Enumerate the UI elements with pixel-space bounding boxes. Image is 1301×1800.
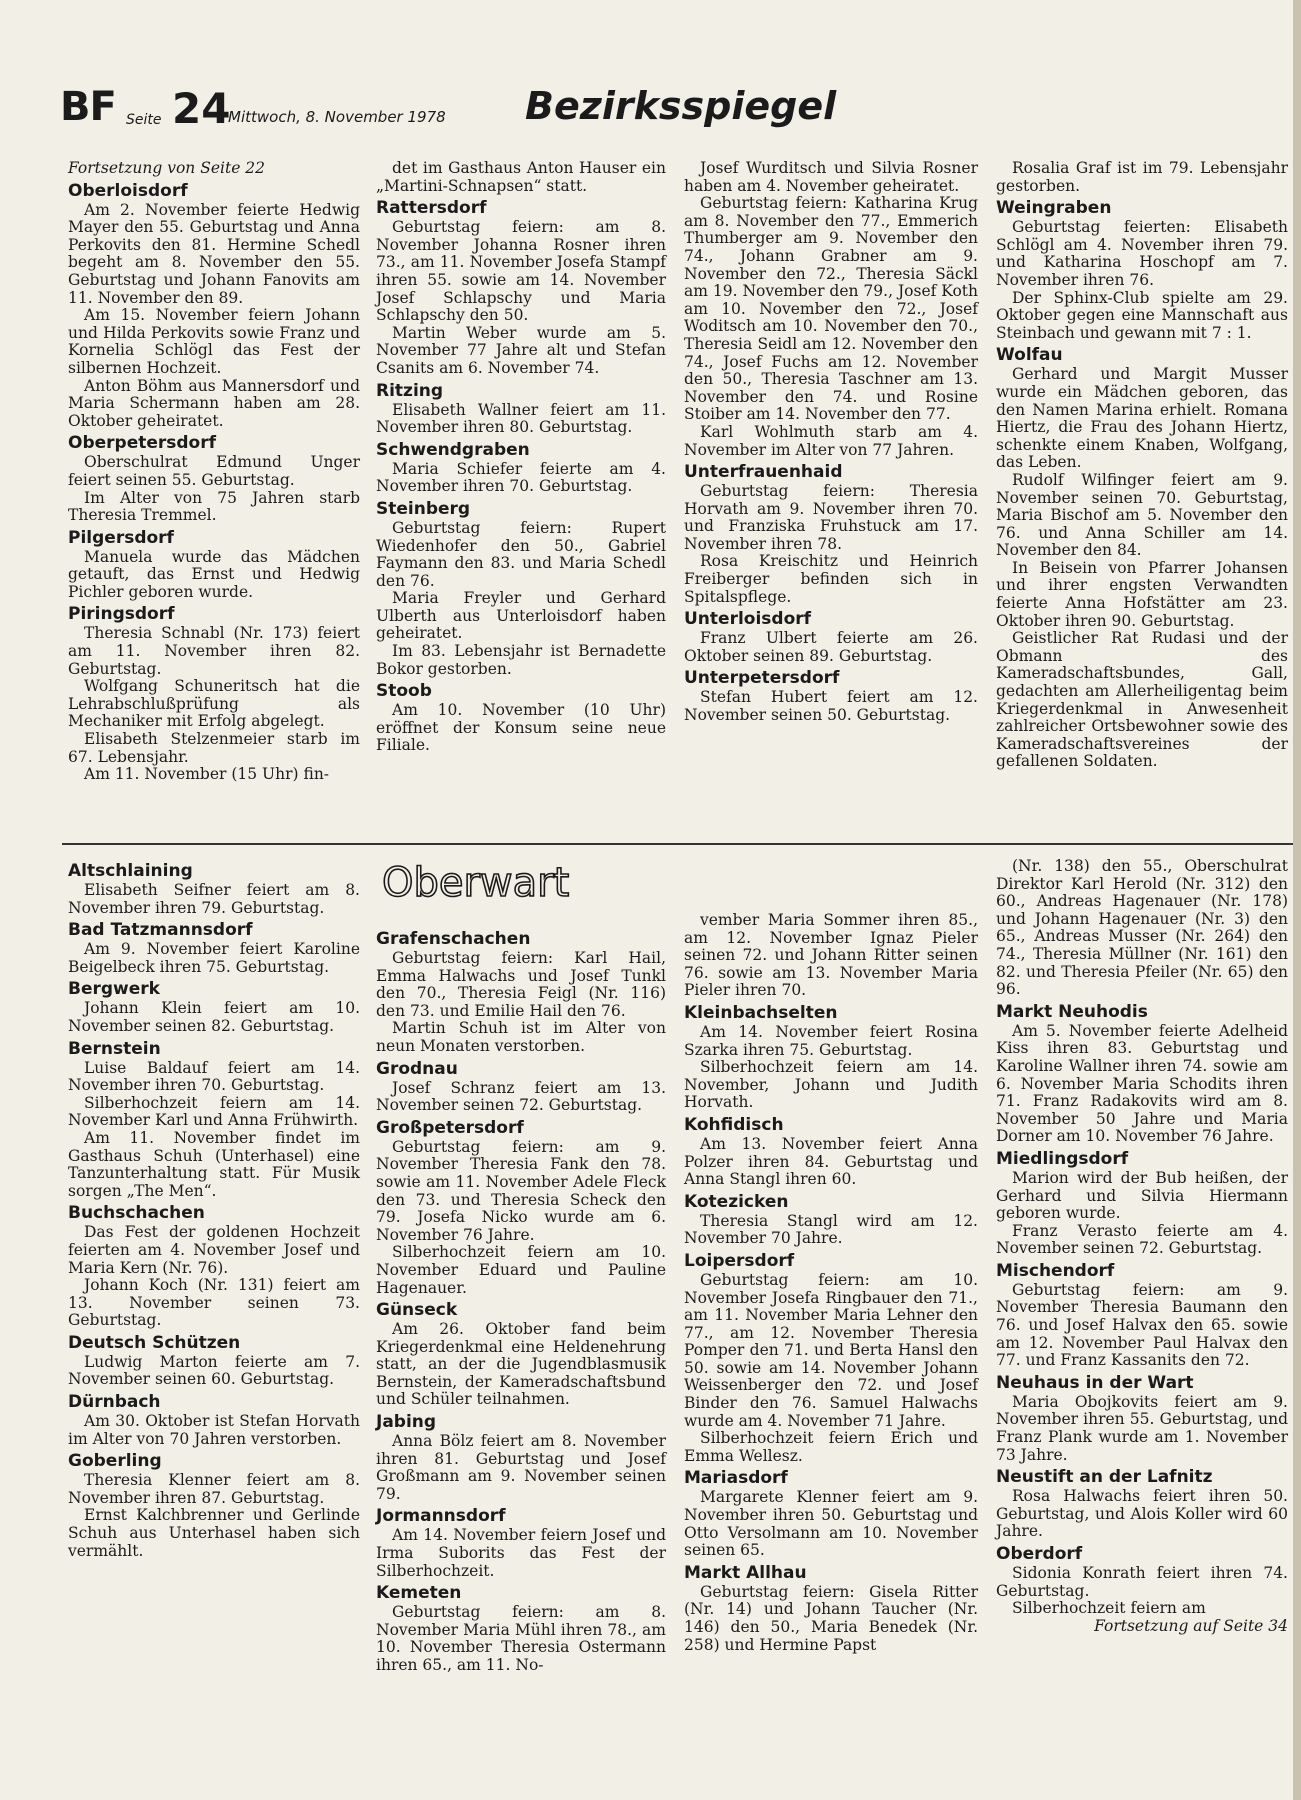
- place-heading: Günseck: [376, 1300, 458, 1321]
- place-heading: Miedlingsdorf: [996, 1148, 1129, 1169]
- news-item: Rosalia Graf ist im 79. Lebensjahr gestorben.: [996, 159, 1288, 195]
- place-heading: Kotezicken: [684, 1191, 789, 1212]
- place-heading: Steinberg: [376, 498, 471, 519]
- place-heading: Kleinbachselten: [684, 1002, 838, 1023]
- column-3: [684, 160, 978, 725]
- place-heading: Schwendgraben: [376, 439, 530, 460]
- news-item: Ernst Kalchbrenner und Gerlinde Schuh aus Unterhasel haben sich vermählt.: [68, 1506, 360, 1560]
- news-item: Margarete Klenner feiert am 9. November ihren 50. Geburtstag und Otto Versolmann am 10. November seinen 65.: [684, 1488, 978, 1560]
- news-item: Elisabeth Wallner feiert am 11. November ihren 80. Geburtstag.: [376, 400, 666, 437]
- news-item: Geburtstag feiern: am 10. November Josefa Ringbauer den 71., am 11. November Maria Lehner den 77., am 12. November Theresia Pomper den 71. und Berta Hansl den 50. sowie am 14. November Johann Weissenberger den 72. und Josef Binder den 76. Samuel Halwachs wurde am 4. November 71 Jahre.: [684, 1270, 978, 1430]
- news-item: det im Gasthaus Anton Hauser ein „Martini-Schnapsen“ statt.: [376, 159, 666, 195]
- news-item: Silberhochzeit feiern am 14. November, Johann und Judith Horvath.: [684, 1058, 978, 1112]
- news-item: Maria Obojkovits feiert am 9. November ihren 55. Geburtstag, und Franz Plank wurde am 1. November 73 Jahre.: [996, 1392, 1288, 1464]
- news-item: Silberhochzeit feiern am 14. November Karl und Anna Frühwirth.: [68, 1093, 360, 1130]
- news-item: Rudolf Wilfinger feiert am 9. November seinen 70. Geburtstag, Maria Bischof am 5. November den 76. und Anna Schiller am 14. November den 84.: [996, 470, 1288, 560]
- column-5: [68, 858, 360, 1560]
- news-item: Im Alter von 75 Jahren starb Theresia Tremmel.: [68, 488, 360, 525]
- news-item: vember Maria Sommer ihren 85., am 12. November Ignaz Pieler seinen 72. und Johann Ritter seinen 76. sowie am 13. November Maria Pieler ihren 70.: [684, 911, 978, 1000]
- place-heading: Loipersdorf: [684, 1250, 795, 1271]
- news-item: Franz Ulbert feierte am 26. Oktober seinen 89. Geburtstag.: [684, 629, 978, 665]
- news-item: Geburtstag feiern: am 9. November Theresia Fank den 78. sowie am 11. November Adele Fleck den 73. und Theresia Scheck den 79. Josefa Nicko wurde am 6. November 76 Jahre.: [376, 1137, 666, 1244]
- place-heading: Bad Tatzmannsdorf: [68, 920, 253, 941]
- news-item: Martin Schuh ist im Alter von neun Monaten verstorben.: [376, 1019, 666, 1055]
- news-item: Martin Weber wurde am 5. November 77 Jahre alt und Stefan Csanits am 6. November 74.: [376, 323, 666, 377]
- page-label: Seite: [126, 112, 162, 128]
- place-heading: Stoob: [376, 681, 432, 702]
- page-edge-shadow: [1293, 0, 1301, 1800]
- place-heading: Piringsdorf: [68, 604, 175, 625]
- news-item: Geburtstag feiern: am 9. November Theresia Baumann den 76. und Josef Halvax den 65. sowie am 12. November Paul Halvax den 77. und Franz Kassanits den 72.: [996, 1280, 1288, 1370]
- news-item: Am 9. November feiert Karoline Beigelbeck ihren 75. Geburtstag.: [68, 940, 360, 976]
- news-item: Marion wird der Bub heißen, der Gerhard und Silvia Hiermann geboren wurde.: [996, 1168, 1288, 1223]
- place-heading: Neuhaus in der Wart: [996, 1372, 1194, 1393]
- section-title: Bezirksspiegel: [525, 84, 837, 128]
- place-heading: Dürnbach: [68, 1392, 161, 1413]
- news-item: Elisabeth Stelzenmeier starb im 67. Lebensjahr.: [68, 730, 360, 766]
- news-item: Am 30. Oktober ist Stefan Horvath im Alter von 70 Jahren verstorben.: [68, 1412, 360, 1448]
- news-item: Geistlicher Rat Rudasi und der Obmann des Kameradschaftsbundes, Gall, gedachten am Allerheiligentag beim Kriegerdenkmal in Anwesenheit zahlreicher Ortsbewohner sowie des Kameradschaftsvereines der gefallenen Soldaten.: [996, 629, 1288, 771]
- news-item: Geburtstag feiern: Katharina Krug am 8. November den 77., Emmerich Thumberger am 9. November den 74., Johann Grabner am 9. November den 72., Theresia Säckl am 19. November den 79., Josef Koth am 10. November den 72., Josef Woditsch am 10. November den 70., Theresia Seidl am 12. November den 74., Josef Fuchs am 12. November den 50., Theresia Taschner am 13. November den 74. und Rosine Stoiber am 14. November den 77.: [684, 194, 978, 424]
- column-1: [68, 160, 360, 784]
- continued-on: Fortsetzung auf Seite 34: [1094, 1616, 1288, 1635]
- place-heading: Großpetersdorf: [376, 1117, 524, 1138]
- news-item: Am 5. November feierte Adelheid Kiss ihren 83. Geburtstag und Karoline Wallner ihren 74. sowie am 6. November Maria Schodits ihren 71. Franz Radakovits wird am 8. November 50 Jahre und Maria Dorner am 10. November 76 Jahre.: [996, 1021, 1288, 1146]
- place-heading: Pilgersdorf: [68, 527, 174, 548]
- news-item: Sidonia Konrath feiert ihren 74. Geburtstag.: [996, 1564, 1288, 1600]
- news-item: Das Fest der goldenen Hochzeit feierten am 4. November Josef und Maria Kern (Nr. 76).: [68, 1223, 360, 1277]
- place-heading: Markt Neuhodis: [996, 1001, 1148, 1022]
- place-heading: Rattersdorf: [376, 198, 487, 219]
- place-heading: Buchschachen: [68, 1203, 205, 1224]
- news-item: Rosa Kreischitz und Heinrich Freiberger befinden sich in Spitalspflege.: [684, 552, 978, 606]
- news-item: Geburtstag feiern: am 8. November Johanna Rosner ihren 73., am 11. November Josefa Stampf ihren 55. sowie am 14. November Josef Schlapschy und Maria Schlapschy den 50.: [376, 218, 666, 325]
- news-item: Geburtstag feiern: Rupert Wiedenhofer den 50., Gabriel Faymann den 83. und Maria Schedl den 76.: [376, 518, 666, 590]
- news-item: Josef Wurditsch und Silvia Rosner haben am 4. November geheiratet.: [684, 159, 978, 195]
- news-item: Am 11. November findet im Gasthaus Schuh (Unterhasel) eine Tanzunterhaltung statt. Für Musik sorgen „The Men“.: [68, 1128, 360, 1200]
- place-heading: Unterloisdorf: [684, 609, 812, 630]
- news-item: Geburtstag feiern: Theresia Horvath am 9. November ihren 70. und Franziska Fruhstuck am 17. November ihren 78.: [684, 482, 978, 553]
- place-heading: Oberloisdorf: [68, 180, 188, 201]
- place-heading: Ritzing: [376, 380, 444, 401]
- district-banner: Oberwart: [382, 860, 570, 906]
- place-heading: Grodnau: [376, 1058, 458, 1079]
- place-heading: Kemeten: [376, 1583, 462, 1604]
- place-heading: Unterpetersdorf: [684, 668, 840, 689]
- news-item: Anton Böhm aus Mannersdorf und Maria Schermann haben am 28. Oktober geheiratet.: [68, 376, 360, 430]
- news-item: Theresia Schnabl (Nr. 173) feiert am 11. November ihren 82. Geburtstag.: [68, 624, 360, 678]
- column-2: [376, 160, 666, 755]
- news-item: Am 13. November feiert Anna Polzer ihren 84. Geburtstag und Anna Stangl ihren 60.: [684, 1134, 978, 1189]
- place-heading: Grafenschachen: [376, 929, 531, 949]
- column-7: [684, 912, 978, 1654]
- news-item: Silberhochzeit feiern am: [1012, 1599, 1206, 1618]
- news-item: Am 11. November (15 Uhr) fin-: [84, 765, 330, 784]
- news-item: Am 14. November feiert Rosina Szarka ihren 75. Geburtstag.: [684, 1022, 978, 1059]
- news-item: Johann Koch (Nr. 131) feiert am 13. November seinen 73. Geburtstag.: [68, 1276, 360, 1330]
- place-heading: Jabing: [376, 1412, 437, 1433]
- place-heading: Bernstein: [68, 1038, 161, 1059]
- news-item: Oberschulrat Edmund Unger feiert seinen 55. Geburtstag.: [68, 453, 360, 489]
- place-heading: Weingraben: [996, 198, 1112, 219]
- news-item: Geburtstag feiern: Gisela Ritter (Nr. 14) und Johann Taucher (Nr. 146) den 50., Maria Benedek (Nr. 258) und Hermine Papst: [684, 1582, 978, 1654]
- masthead-logo: BF: [60, 84, 116, 130]
- news-item: Im 83. Lebensjahr ist Bernadette Bokor gestorben.: [376, 642, 666, 678]
- column-8: [996, 858, 1288, 1635]
- news-item: Rosa Halwachs feiert ihren 50. Geburtstag, und Alois Koller wird 60 Jahre.: [996, 1487, 1288, 1541]
- news-item: Silberhochzeit feiern Erich und Emma Wellesz.: [684, 1429, 978, 1465]
- news-item: Elisabeth Seifner feiert am 8. November ihren 79. Geburtstag.: [68, 881, 360, 917]
- page-number: 24: [172, 84, 231, 133]
- place-heading: Mischendorf: [996, 1260, 1115, 1281]
- news-item: Theresia Klenner feiert am 8. November ihren 87. Geburtstag.: [68, 1471, 360, 1507]
- news-item: Geburtstag feiern: Karl Hail, Emma Halwachs und Josef Tunkl den 70., Theresia Feigl (Nr. 116) den 73. und Emilie Hail den 76.: [376, 949, 666, 1020]
- section-divider: [62, 843, 1294, 845]
- continued-from: Fortsetzung von Seite 22: [68, 159, 266, 177]
- news-item: Wolfgang Schuneritsch hat die Lehrabschlußprüfung als Mechaniker mit Erfolg abgelegt.: [68, 677, 360, 731]
- news-item: Gerhard und Margit Musser wurde ein Mädchen geboren, das den Namen Marina erhielt. Romana Hiertz, die Frau des Johann Hiertz, schenkte einem Knaben, Wolfgang, das Leben.: [996, 365, 1288, 472]
- news-item: Ludwig Marton feierte am 7. November seinen 60. Geburtstag.: [68, 1352, 360, 1389]
- place-heading: Oberdorf: [996, 1544, 1083, 1564]
- place-heading: Neustift an der Lafnitz: [996, 1467, 1213, 1488]
- news-item: In Beisein von Pfarrer Johansen und ihrer engsten Verwandten feierte Anna Hofstätter am 23. Oktober ihren 90. Geburtstag.: [996, 558, 1288, 630]
- place-heading: Bergwerk: [68, 979, 160, 1000]
- masthead: [60, 82, 1220, 142]
- news-item: Anna Bölz feiert am 8. November ihren 81. Geburtstag und Josef Großmann am 9. November seinen 79.: [376, 1432, 666, 1503]
- news-item: Stefan Hubert feiert am 12. November seinen 50. Geburtstag.: [684, 688, 978, 725]
- news-item: Maria Freyler und Gerhard Ulberth aus Unterloisdorf haben geheiratet.: [376, 589, 666, 643]
- news-item: Maria Schiefer feierte am 4. November ihren 70. Geburtstag.: [376, 459, 666, 496]
- news-item: Johann Klein feiert am 10. November seinen 82. Geburtstag.: [68, 999, 360, 1035]
- news-item: Der Sphinx-Club spielte am 29. Oktober gegen eine Mannschaft aus Steinbach und gewann mit 7 : 1.: [996, 288, 1288, 342]
- place-heading: Altschlaining: [68, 861, 193, 881]
- place-heading: Kohfidisch: [684, 1114, 784, 1135]
- place-heading: Goberling: [68, 1451, 162, 1472]
- news-item: Manuela wurde das Mädchen getauft, das Ernst und Hedwig Pichler geboren wurde.: [68, 547, 360, 601]
- column-6: [376, 926, 666, 1675]
- news-item: Am 15. November feiern Johann und Hilda Perkovits sowie Franz und Kornelia Schlögl das Fest der silbernen Hochzeit.: [68, 306, 360, 377]
- news-item: Theresia Stangl wird am 12. November 70 Jahre.: [684, 1211, 978, 1248]
- place-heading: Oberpetersdorf: [68, 433, 217, 454]
- place-heading: Unterfrauenhaid: [684, 462, 843, 483]
- news-item: Josef Schranz feiert am 13. November seinen 72. Geburtstag.: [376, 1078, 666, 1115]
- place-heading: Deutsch Schützen: [68, 1332, 241, 1353]
- news-item: (Nr. 138) den 55., Oberschulrat Direktor Karl Herold (Nr. 312) den 60., Andreas Hagenauer (Nr. 178) und Johann Hagenauer (Nr. 3) den 65., Andreas Musser (Nr. 264) den 74., Theresia Müllner (Nr. 161) den 82. und Theresia Pfeiler (Nr. 65) den 96.: [996, 857, 1288, 999]
- news-item: Am 14. November feiern Josef und Irma Suborits das Fest der Silberhochzeit.: [376, 1526, 666, 1580]
- place-heading: Wolfau: [996, 345, 1063, 366]
- news-item: Am 10. November (10 Uhr) eröffnet der Konsum seine neue Filiale.: [376, 701, 666, 755]
- issue-date: Mittwoch, 8. November 1978: [228, 108, 446, 126]
- news-item: Luise Baldauf feiert am 14. November ihren 70. Geburtstag.: [68, 1058, 360, 1095]
- news-item: Geburtstag feiern: am 8. November Maria Mühl ihren 78., am 10. November Theresia Ostermann ihren 65., am 11. No-: [376, 1603, 666, 1674]
- news-item: Am 26. Oktober fand beim Kriegerdenkmal eine Heldenehrung statt, an der die Jugendblasmusik Bernstein, der Kameradschaftsbund und Schüler teilnahmen.: [376, 1320, 666, 1409]
- news-item: Am 2. November feierte Hedwig Mayer den 55. Geburtstag und Anna Perkovits den 81. Hermine Schedl begeht am 8. November den 55. Geburtstag und Johann Fanovits am 11. November den 89.: [68, 200, 360, 307]
- news-item: Geburtstag feierten: Elisabeth Schlögl am 4. November ihren 79. und Katharina Hoschopf am 7. November ihren 76.: [996, 218, 1288, 289]
- place-heading: Jormannsdorf: [376, 1506, 506, 1527]
- news-item: Silberhochzeit feiern am 10. November Eduard und Pauline Hagenauer.: [376, 1243, 666, 1297]
- news-item: Karl Wohlmuth starb am 4. November im Alter von 77 Jahren.: [684, 422, 978, 459]
- place-heading: Markt Allhau: [684, 1562, 807, 1583]
- column-4: [996, 160, 1288, 771]
- place-heading: Mariasdorf: [684, 1468, 788, 1489]
- news-item: Franz Verasto feierte am 4. November seinen 72. Geburtstag.: [996, 1221, 1288, 1258]
